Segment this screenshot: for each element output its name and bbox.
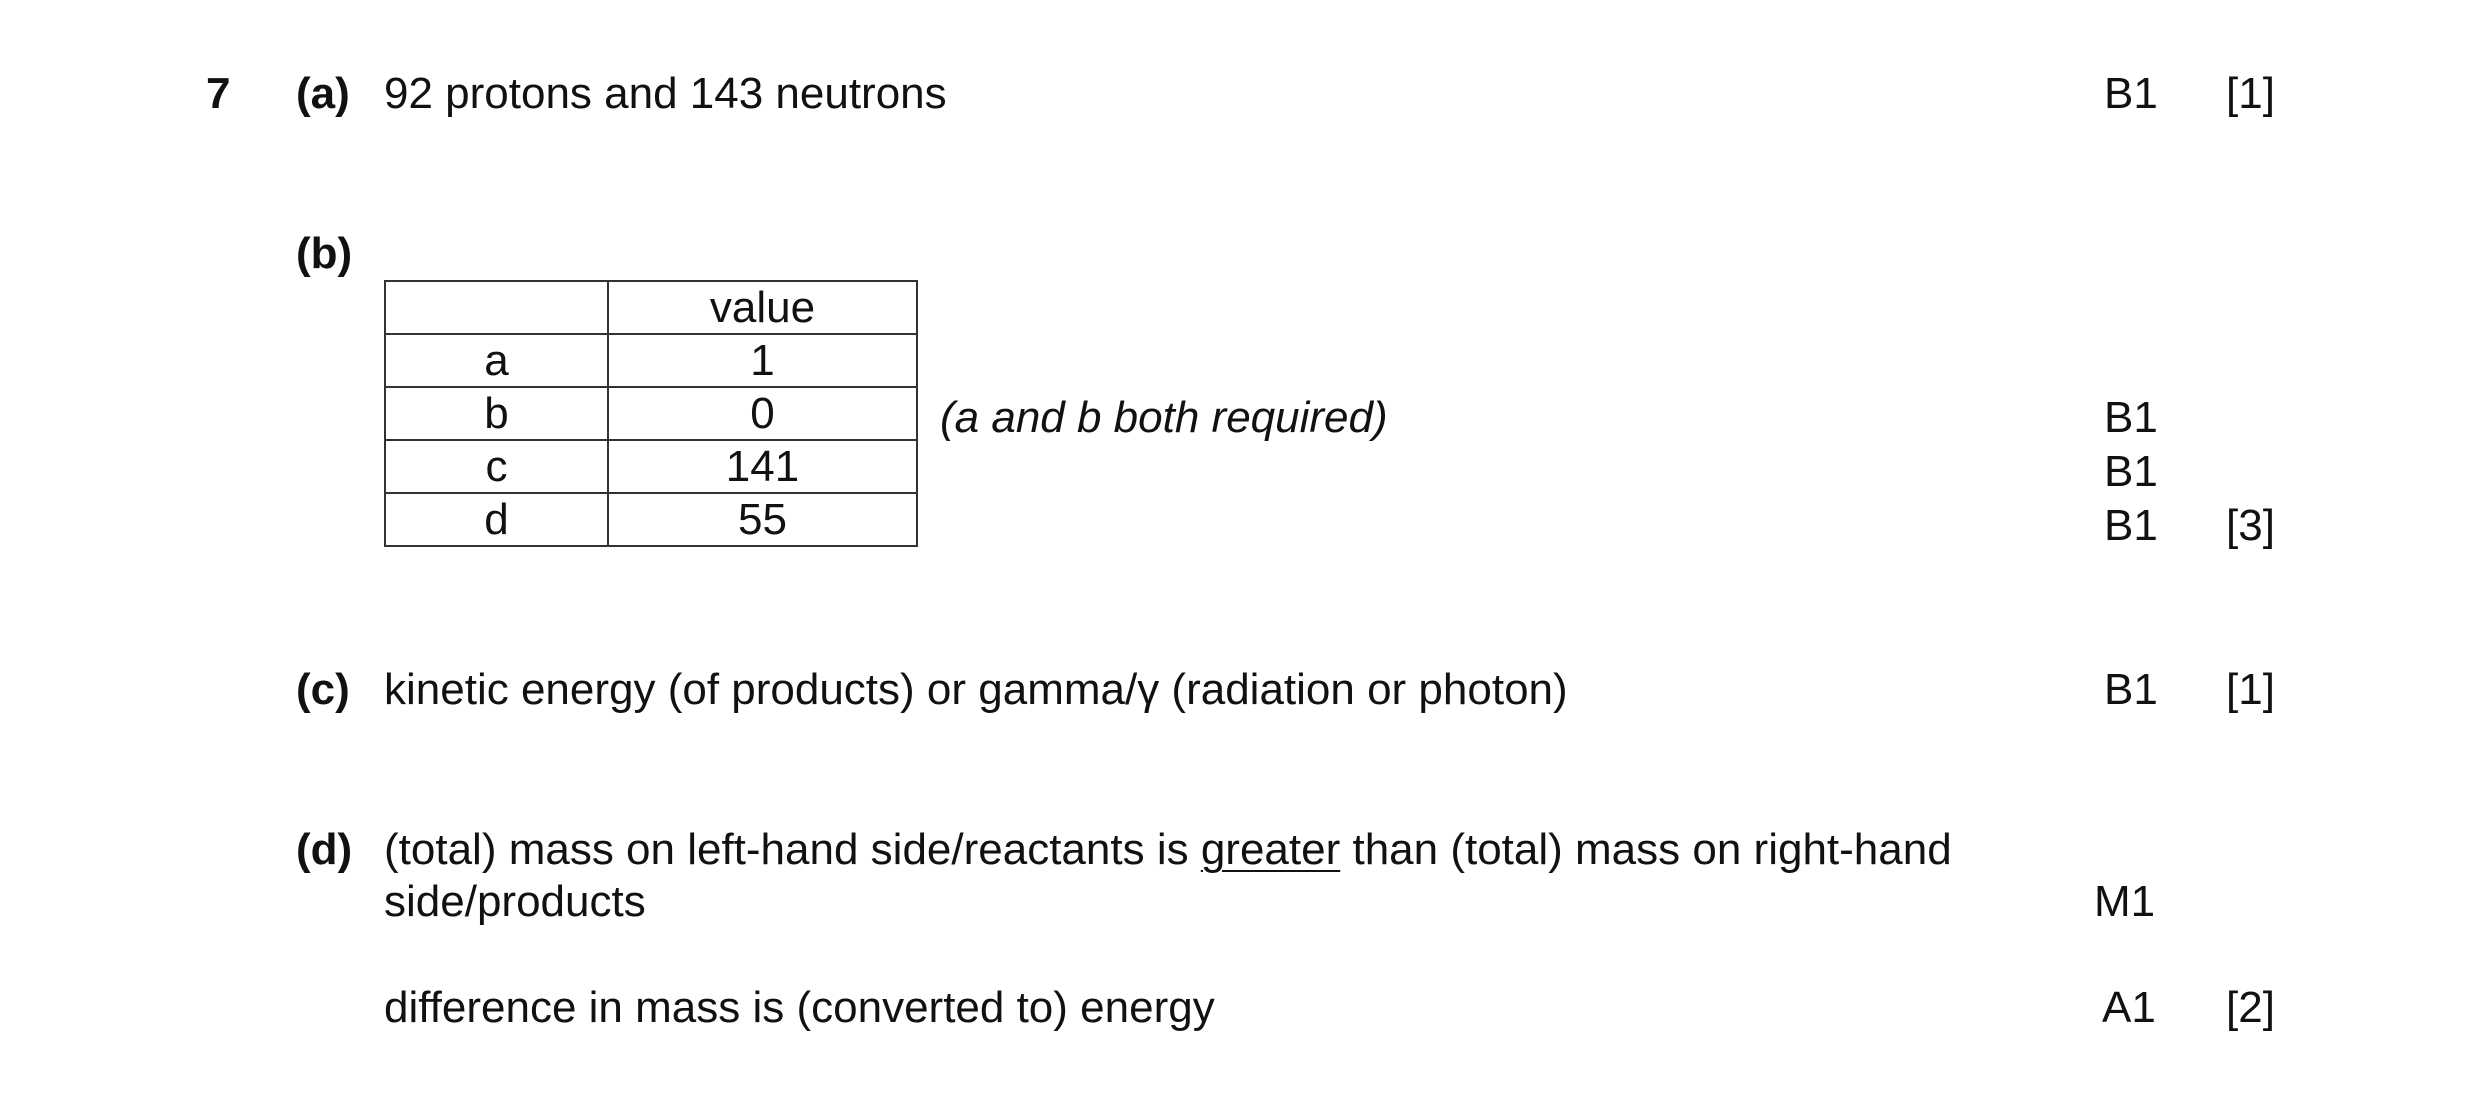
table-row	[385, 493, 917, 546]
table-cell-value: 55	[608, 493, 917, 546]
part-d-line-1-start: (total) mass on left-hand side/reactants is	[384, 825, 1201, 874]
part-c-label: (c)	[296, 665, 350, 714]
table-cell-value: 1	[608, 334, 917, 387]
table-row	[385, 387, 917, 440]
part-d-line-1-end: than (total) mass on right-hand	[1340, 825, 1952, 874]
part-b-mark-3: B1	[2104, 501, 2158, 550]
table-header-cell: value	[608, 281, 917, 334]
part-b-note: (a and b both required)	[940, 393, 1388, 442]
part-d-mark-2: A1	[2102, 983, 2156, 1032]
table-cell-symbol: c	[385, 440, 608, 493]
part-d-line-1	[384, 824, 1952, 876]
part-a-label: (a)	[296, 69, 350, 118]
part-a-mark: B1	[2104, 69, 2158, 118]
part-d-total: [2]	[2226, 983, 2275, 1032]
table-header-cell	[385, 281, 608, 334]
part-b-total: [3]	[2226, 501, 2275, 550]
part-d-emphasis: greater	[1200, 825, 1341, 874]
table-cell-symbol: b	[385, 387, 608, 440]
part-d-line-3: difference in mass is (converted to) energy	[384, 983, 1215, 1032]
table-row	[385, 334, 917, 387]
part-c-total: [1]	[2226, 665, 2275, 714]
table-cell-symbol: a	[385, 334, 608, 387]
part-a-answer: 92 protons and 143 neutrons	[384, 69, 947, 118]
part-b-mark-1: B1	[2104, 393, 2158, 442]
question-number: 7	[206, 69, 231, 118]
table-cell-value: 141	[608, 440, 917, 493]
part-b-mark-2: B1	[2104, 447, 2158, 496]
part-c-mark: B1	[2104, 665, 2158, 714]
values-table	[384, 280, 918, 547]
part-d-label: (d)	[296, 825, 353, 874]
part-b-label: (b)	[296, 229, 353, 278]
table-row	[385, 440, 917, 493]
part-d-line-2: side/products	[384, 877, 646, 926]
part-d-mark-1: M1	[2094, 877, 2156, 926]
table-cell-value: 0	[608, 387, 917, 440]
part-c-answer: kinetic energy (of products) or gamma/γ (radiation or photon)	[384, 665, 1568, 714]
table-header-row	[385, 281, 917, 334]
table-cell-symbol: d	[385, 493, 608, 546]
part-a-total: [1]	[2226, 69, 2275, 118]
